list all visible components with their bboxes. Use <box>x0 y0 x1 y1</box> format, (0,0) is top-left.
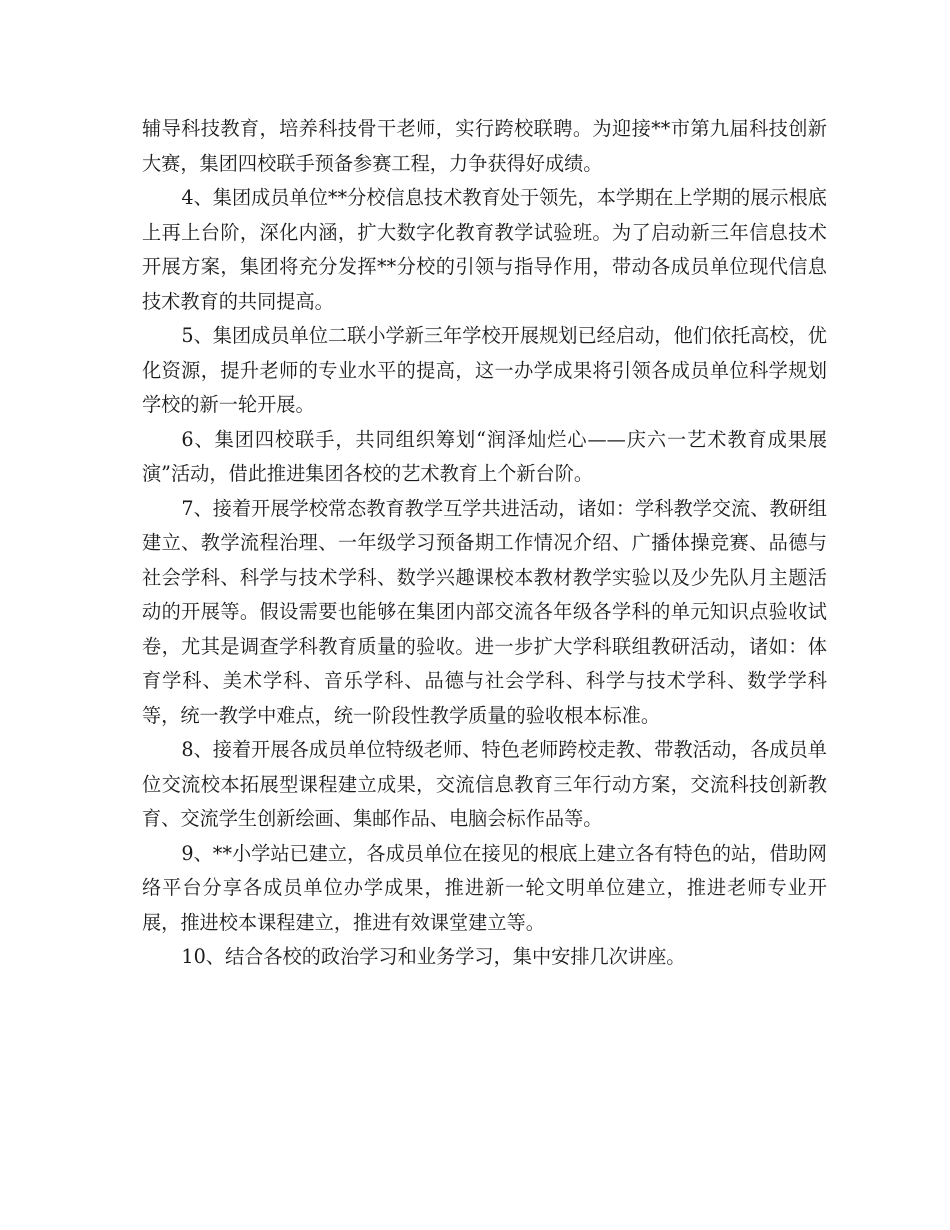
paragraph-item-7: 7、接着开展学校常态教育教学互学共进活动，诸如：学科教学交流、教研组建立、教学流程治理、一年级学习预备期工作情况介绍、广播体操竞赛、品德与社会学科、科学与技术学科、数学兴趣课校本教材教学实验以及少先队月主题活动的开展等。假设需要也能够在集团内部交流各年级各学科的单元知识点验收试卷，尤其是调查学科教育质量的验收。进一步扩大学科联组教研活动，诸如：体育学科、美术学科、音乐学科、品德与社会学科、科学与技术学科、数学学科等，统一教学中难点，统一阶段性教学质量的验收根本标准。 <box>142 496 827 727</box>
paragraph-item-4: 4、集团成员单位**分校信息技术教育处于领先，本学期在上学期的展示根底上再上台阶，深化内涵，扩大数字化教育教学试验班。为了启动新三年信息技术开展方案，集团将充分发挥**分校的引领与指导作用，带动各成员单位现代信息技术教育的共同提高。 <box>142 186 827 313</box>
paragraph-continuation: 辅导科技教育，培养科技骨干老师，实行跨校联聘。为迎接**市第九届科技创新大赛，集团四校联手预备参赛工程，力争获得好成绩。 <box>142 117 827 175</box>
paragraph-item-6: 6、集团四校联手，共同组织筹划“润泽灿烂心——庆六一艺术教育成果展演”活动，借此推进集团各校的艺术教育上个新台阶。 <box>142 427 827 485</box>
document-page <box>142 112 827 975</box>
paragraph-item-8: 8、接着开展各成员单位特级老师、特色老师跨校走教、带教活动，各成员单位交流校本拓展型课程建立成果，交流信息教育三年行动方案，交流科技创新教育、交流学生创新绘画、集邮作品、电脑会标作品等。 <box>142 738 827 830</box>
paragraph-item-5: 5、集团成员单位二联小学新三年学校开展规划已经启动，他们依托高校，优化资源，提升老师的专业水平的提高，这一办学成果将引领各成员单位科学规划学校的新一轮开展。 <box>142 324 827 416</box>
paragraph-item-9: 9、**小学站已建立，各成员单位在接见的根底上建立各有特色的站，借助网络平台分享各成员单位办学成果，推进新一轮文明单位建立，推进老师专业开展，推进校本课程建立，推进有效课堂建立等。 <box>142 841 827 934</box>
paragraph-item-10: 10、结合各校的政治学习和业务学习，集中安排几次讲座。 <box>181 945 686 968</box>
